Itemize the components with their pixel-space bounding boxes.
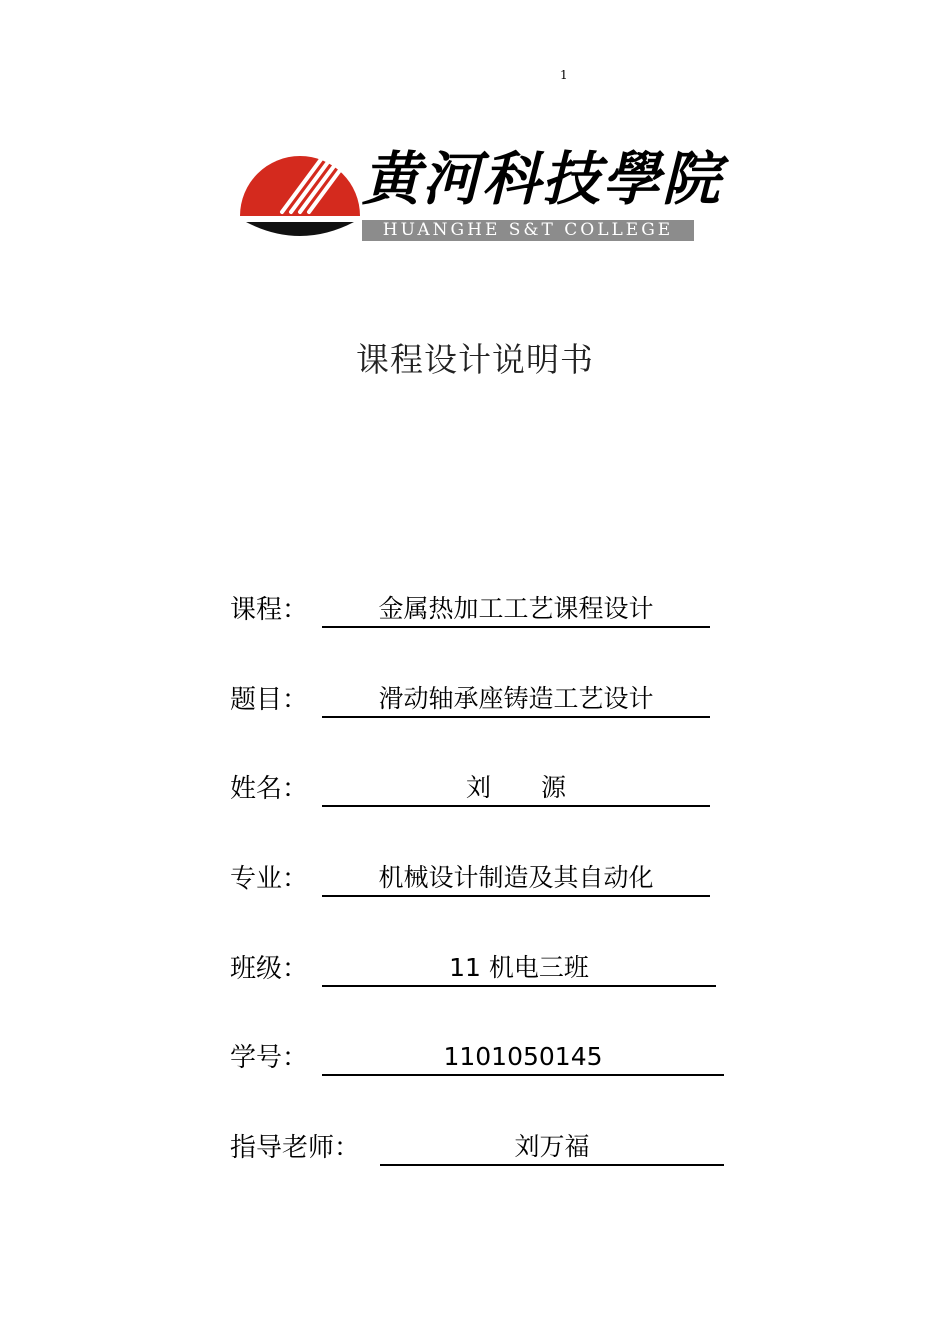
student-id-value: 1101050145 — [322, 1040, 724, 1076]
topic-value: 滑动轴承座铸造工艺设计 — [322, 682, 710, 718]
name-label: 姓名： — [230, 774, 309, 804]
class-value: 11 机电三班 — [322, 951, 716, 987]
major-label: 专业： — [230, 864, 309, 894]
college-name-english: HUANGHE S&T COLLEGE — [362, 220, 694, 241]
course-label: 课程： — [230, 595, 309, 625]
topic-label: 题目： — [230, 685, 309, 715]
college-emblem-icon — [238, 138, 362, 242]
page-number: 1 — [560, 68, 568, 82]
course-value: 金属热加工工艺课程设计 — [322, 592, 710, 628]
major-value: 机械设计制造及其自动化 — [322, 861, 710, 897]
name-value: 刘 源 — [322, 771, 710, 807]
advisor-label: 指导老师： — [230, 1133, 361, 1163]
advisor-value: 刘万福 — [380, 1130, 724, 1166]
document-title: 课程设计说明书 — [356, 340, 594, 379]
college-name-chinese: 黄河科技學院 — [362, 145, 723, 213]
college-logo — [238, 138, 723, 246]
student-id-label: 学号： — [230, 1043, 309, 1073]
class-label: 班级： — [230, 954, 309, 984]
